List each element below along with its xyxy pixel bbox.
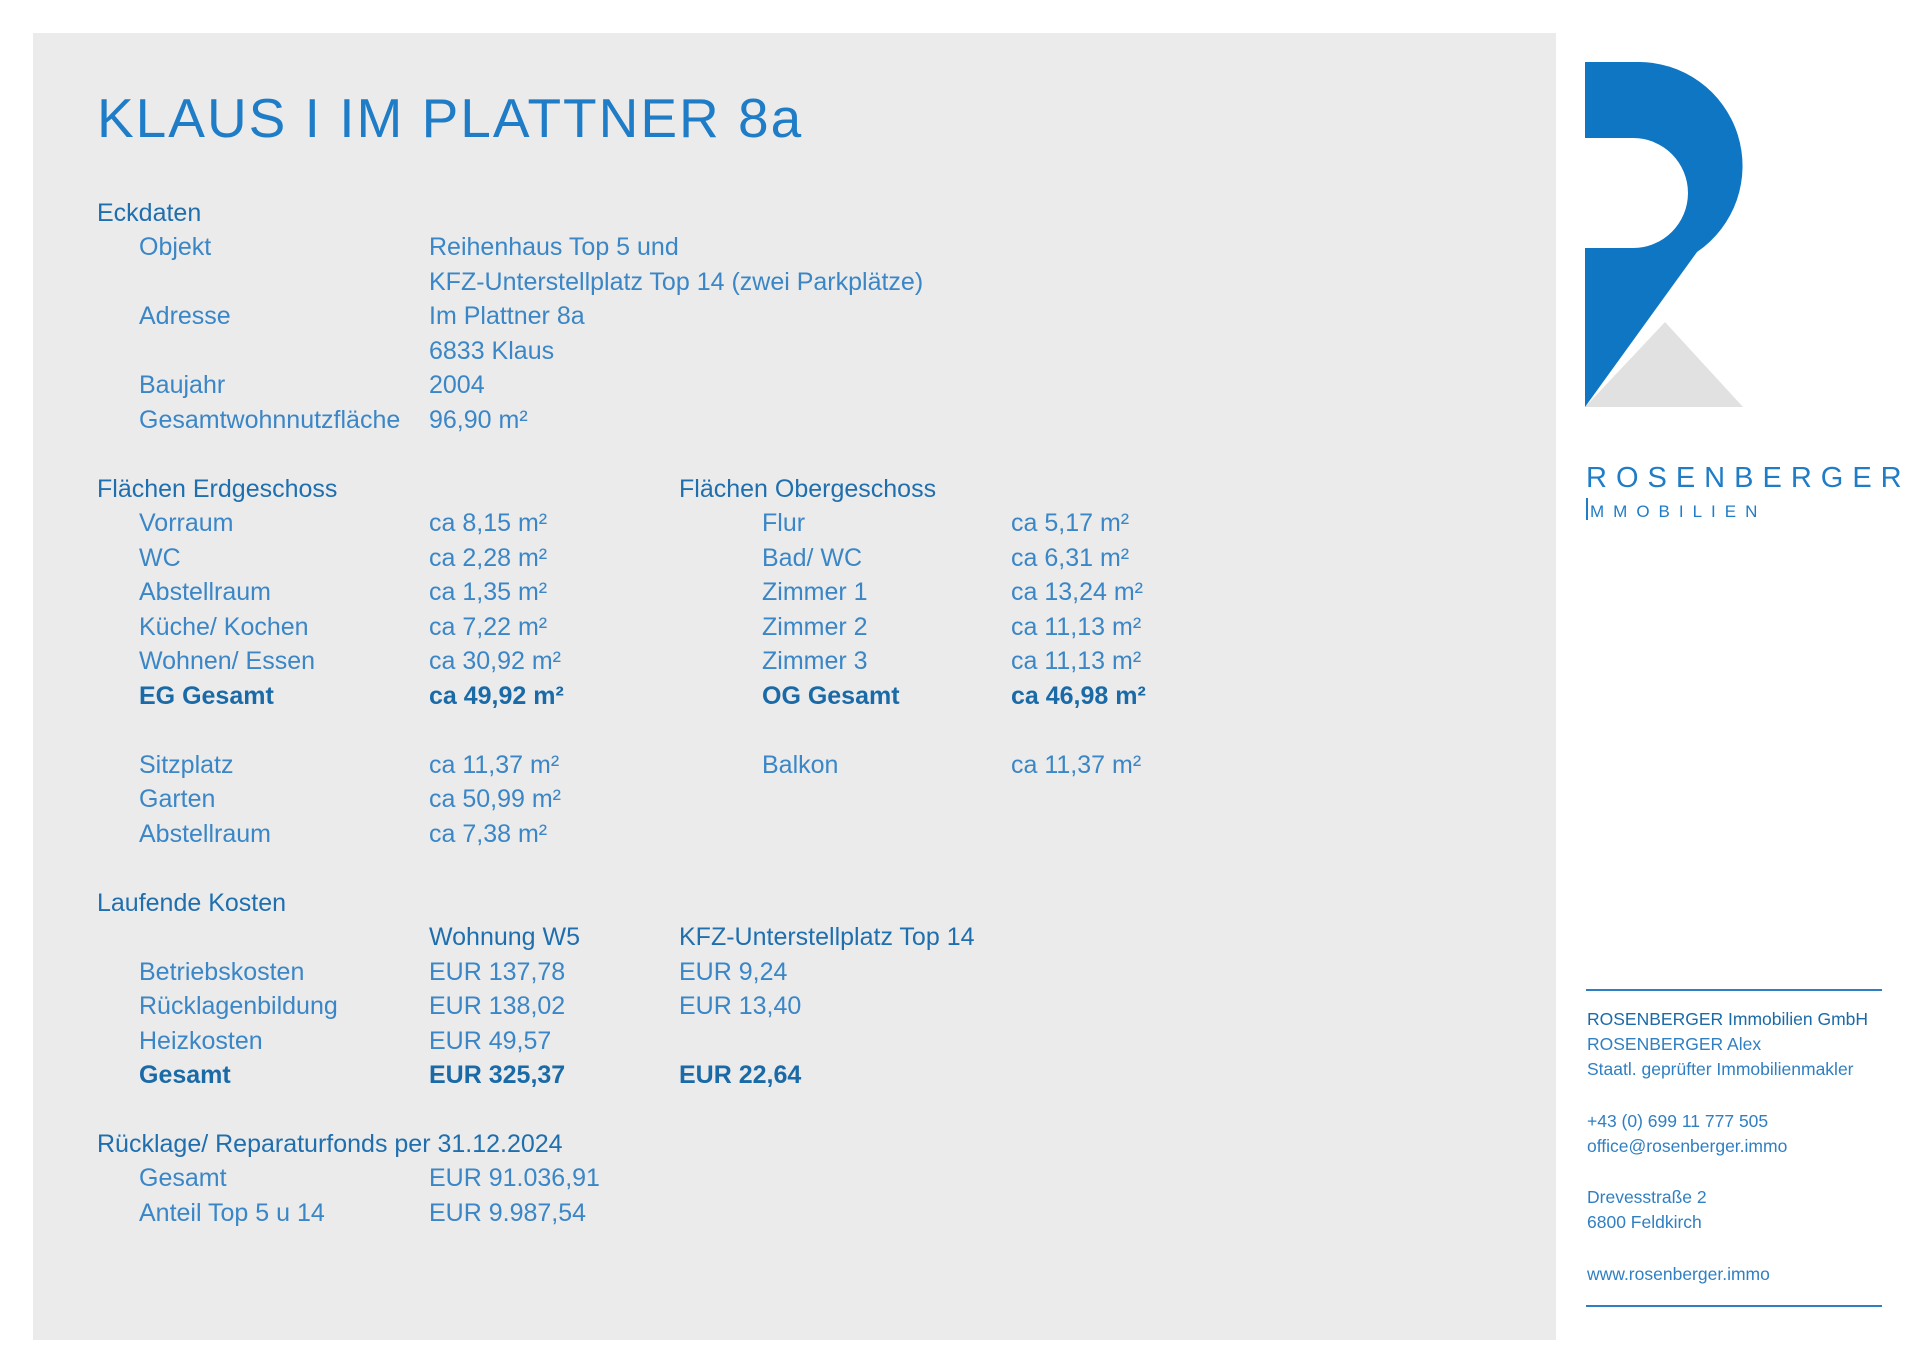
kosten-col-kfz: KFZ-Unterstellplatz Top 14 (679, 923, 975, 951)
section-heading-eckdaten: Eckdaten (97, 199, 202, 227)
contact-person: ROSENBERGER Alex (1587, 1034, 1762, 1054)
eg-item-label: WC (139, 544, 181, 572)
og-item-value: ca 11,13 m² (1011, 613, 1142, 641)
og-item-label: Zimmer 3 (762, 647, 868, 675)
section-heading-kosten: Laufende Kosten (97, 889, 287, 917)
adresse-label: Adresse (139, 302, 231, 330)
section-heading-erdgeschoss: Flächen Erdgeschoss (97, 475, 338, 503)
eg-extra-label: Garten (139, 785, 216, 813)
contact-street: Drevesstraße 2 (1587, 1187, 1707, 1207)
og-item-value: ca 11,13 m² (1011, 647, 1142, 675)
baujahr-value: 2004 (429, 371, 485, 399)
objekt-value: KFZ-Unterstellplatz Top 14 (zwei Parkplätze) (429, 268, 924, 296)
og-extra-label: Balkon (762, 751, 839, 779)
og-item-value: ca 13,24 m² (1011, 578, 1144, 606)
og-total-label: OG Gesamt (762, 682, 900, 710)
eg-item-label: Wohnen/ Essen (139, 647, 316, 675)
og-extra-value: ca 11,37 m² (1011, 751, 1142, 779)
eg-extra-value: ca 7,38 m² (429, 820, 548, 848)
kosten-col-wohnung: Wohnung W5 (429, 923, 581, 951)
og-total-value: ca 46,98 m² (1011, 682, 1146, 710)
ruecklage-anteil-label: Anteil Top 5 u 14 (139, 1199, 325, 1227)
eg-item-value: ca 1,35 m² (429, 578, 548, 606)
kosten-row-label: Rücklagenbildung (139, 992, 338, 1020)
adresse-value: Im Plattner 8a (429, 302, 585, 330)
kosten-row-wohnung: EUR 49,57 (429, 1027, 552, 1055)
kosten-row-kfz: EUR 13,40 (679, 992, 802, 1020)
og-item-label: Flur (762, 509, 806, 537)
objekt-value: Reihenhaus Top 5 und (429, 233, 679, 261)
eg-extra-label: Abstellraum (139, 820, 271, 848)
flaeche-value: 96,90 m² (429, 406, 528, 434)
kosten-row-label: Betriebskosten (139, 958, 305, 986)
kosten-total-kfz: EUR 22,64 (679, 1061, 802, 1089)
og-item-label: Zimmer 2 (762, 613, 868, 641)
kosten-row-wohnung: EUR 137,78 (429, 958, 566, 986)
contact-company: ROSENBERGER Immobilien GmbH (1587, 1009, 1869, 1029)
eg-item-label: Abstellraum (139, 578, 271, 606)
kosten-total-label: Gesamt (139, 1061, 231, 1089)
contact-role: Staatl. geprüfter Immobilienmakler (1587, 1059, 1854, 1079)
eg-item-label: Vorraum (139, 509, 234, 537)
contact-phone[interactable]: +43 (0) 699 11 777 505 (1587, 1111, 1769, 1131)
adresse-value: 6833 Klaus (429, 337, 555, 365)
objekt-label: Objekt (139, 233, 212, 261)
contact-email[interactable]: office@rosenberger.immo (1587, 1136, 1788, 1156)
contact-bottom-rule (1586, 1305, 1882, 1307)
eg-extra-value: ca 50,99 m² (429, 785, 562, 813)
eg-extra-label: Sitzplatz (139, 751, 234, 779)
section-heading-ruecklage: Rücklage/ Reparaturfonds per 31.12.2024 (97, 1130, 563, 1158)
og-item-label: Bad/ WC (762, 544, 863, 572)
eg-item-value: ca 8,15 m² (429, 509, 548, 537)
ruecklage-gesamt-value: EUR 91.036,91 (429, 1164, 600, 1192)
eg-item-value: ca 30,92 m² (429, 647, 562, 675)
brand-divider (1586, 498, 1588, 520)
og-item-value: ca 6,31 m² (1011, 544, 1130, 572)
kosten-row-wohnung: EUR 138,02 (429, 992, 566, 1020)
flaeche-label: Gesamtwohnnutzfläche (139, 406, 401, 434)
kosten-row-label: Heizkosten (139, 1027, 263, 1055)
brand-sub: MMOBILIEN (1590, 502, 1767, 521)
eg-total-value: ca 49,92 m² (429, 682, 564, 710)
kosten-total-wohnung: EUR 325,37 (429, 1061, 566, 1089)
eg-extra-value: ca 11,37 m² (429, 751, 560, 779)
brand-name: ROSENBERGER (1586, 462, 1911, 494)
eg-item-label: Küche/ Kochen (139, 613, 309, 641)
og-item-value: ca 5,17 m² (1011, 509, 1130, 537)
og-item-label: Zimmer 1 (762, 578, 868, 606)
ruecklage-anteil-value: EUR 9.987,54 (429, 1199, 587, 1227)
baujahr-label: Baujahr (139, 371, 226, 399)
kosten-row-kfz: EUR 9,24 (679, 958, 788, 986)
contact-top-rule (1586, 989, 1882, 991)
eg-item-value: ca 7,22 m² (429, 613, 548, 641)
rosenberger-logo (1585, 62, 1745, 407)
section-heading-obergeschoss: Flächen Obergeschoss (679, 475, 937, 503)
contact-website[interactable]: www.rosenberger.immo (1587, 1264, 1770, 1284)
eg-total-label: EG Gesamt (139, 682, 274, 710)
page-title: KLAUS I IM PLATTNER 8a (97, 87, 804, 149)
eg-item-value: ca 2,28 m² (429, 544, 548, 572)
ruecklage-gesamt-label: Gesamt (139, 1164, 227, 1192)
contact-city: 6800 Feldkirch (1587, 1212, 1702, 1232)
